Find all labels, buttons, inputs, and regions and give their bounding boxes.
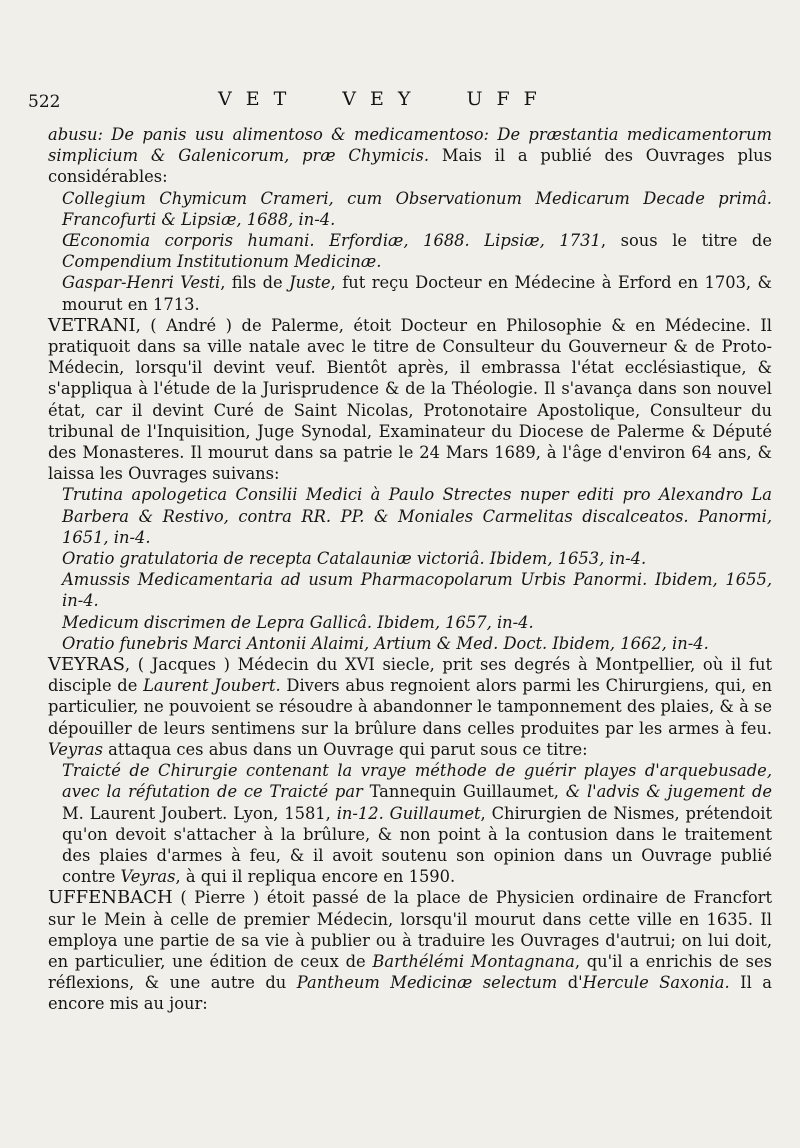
gaspar-text-1: , fils de — [220, 273, 290, 293]
veyras-entry — [48, 654, 772, 760]
veyras-d: Veyras — [48, 739, 103, 759]
gaspar-henri-entry — [48, 272, 772, 314]
veyras-work — [48, 760, 772, 887]
veyras-a: , ( Jacques ) Médecin du XVI siecle, prit ses degrés à Montpellier, où il fut disciple de — [48, 655, 772, 696]
veyras-t4: M. Laurent Joubert. Lyon, 1581, — [62, 803, 337, 823]
vetrani-work-1: Trutina apologetica Consilii Medici à Paulo Strectes nuper editi pro Alexandro La Barbera & Restivo, contra RR. PP. & Moniales Carmelitas discalceatos. Panormi, 1651, in-4. — [62, 485, 772, 547]
vesti-intro: Mais il a publié des Ouvrages plus considérables: — [48, 146, 772, 187]
juste-name: Juste — [289, 273, 331, 293]
vetrani-work-3: Amussis Medicamentaria ad usum Pharmacopolarum Urbis Panormi. Ibidem, 1655, in-4. — [62, 570, 772, 611]
veyras-t2: Tannequin Guillaumet, — [362, 782, 566, 802]
uffenbach-a: ( Pierre ) étoit passé de la place de Physicien ordinaire de Francfort sur le Mein à celle de premier Médecin, lorsqu'il mourut dans cette ville en 1635. Il employa une partie de sa vie à publier ou à traduire les Ouvrages d'autrui; on lui doit, en particulier, une édition de ceux de — [48, 888, 772, 971]
veyras-c: Divers abus regnoient alors parmi les Chirurgiens, qui, en particulier, ne pouvoient se résoudre à abandonner le tamponnement des plaies, & à se dépouiller de leurs sentimens sur la brûlure dans celles produites par les armes à feu. — [48, 676, 772, 738]
uffenbach-d: Pantheum Medicinæ selectum — [296, 973, 558, 993]
running-head: VET VEY UFF — [218, 88, 551, 110]
vetrani-work-4: Medicum discrimen de Lepra Gallicâ. Ibidem, 1657, in-4. — [62, 612, 534, 632]
uffenbach-name: UFFENBACH — [48, 887, 173, 909]
vetrani-text: , ( André ) de Palerme, étoit Docteur en Philosophie & en Médecine. Il pratiquoit dans sa ville natale avec le titre de Consulteur du Gouverneur & de Proto-Médecin, lorsqu'il devint veuf. Bientôt après, il embrassa l'état ecclésiastique, & s'appliqua à l'étude de la Jurisprudence & de la Théologie. Il s'avança dans son nouvel état, car il devint Curé de Saint Nicolas, Protonotaire Apostolique, Consulteur du tribunal de l'Inquisition, Juge Synodal, Examinateur du Diocese de Palerme & Député des Monasteres. Il mourut dans sa patrie le 24 Mars 1689, à l'âge d'environ 64 ans, & laissa les Ouvrages suivans: — [48, 315, 772, 484]
veyras-t7: Veyras — [120, 867, 176, 887]
uffenbach-f: Hercule Saxonia. — [582, 973, 730, 993]
vetrani-work-2: Oratio gratulatoria de recepta Catalauniæ victoriâ. Ibidem, 1653, in-4. — [62, 549, 647, 569]
vesti-continuation — [48, 124, 772, 188]
vesti-work-1: Collegium Chymicum Crameri, cum Observationum Medicarum Decade primâ. Francofurti & Lipsiæ, 1688, in-4. — [62, 188, 772, 229]
uffenbach-c: , qu'il a enrichis de ses réflexions, & une autre du — [48, 951, 773, 993]
page-content — [48, 124, 772, 1015]
uffenbach-e: d' — [557, 973, 583, 993]
vesti-titles: abusu: De panis usu alimentoso & medicamentoso: De præstantia medicamentorum simplicium & Galenicorum, præ Chymicis. — [48, 125, 772, 166]
veyras-e: attaqua ces abus dans un Ouvrage qui parut sous ce titre: — [102, 739, 588, 759]
veyras-t8: , à qui il repliqua encore en 1590. — [175, 867, 456, 887]
uffenbach-g: Il a encore mis au jour: — [48, 973, 772, 1014]
vesti-work-2-b: , sous le titre de — [600, 231, 772, 251]
gaspar-name: Gaspar-Henri Vesti — [62, 273, 221, 293]
veyras-name: VEYRAS — [48, 654, 125, 676]
page-header — [28, 88, 760, 116]
page-number: 522 — [28, 92, 61, 112]
gaspar-text-2: , fut reçu Docteur en Médecine à Erford en 1703, & mourut en 1713. — [62, 273, 772, 314]
vesti-work-2-a: Œconomia corporis humani. Erfordiæ, 1688. Lipsiæ, 1731 — [62, 231, 601, 251]
veyras-t6: , Chirurgien de Nismes, prétendoit qu'on devoit s'attacher à la brûlure, & non point à la contusion dans le traitement des plaies d'armes à feu, & il avoit soutenu son opinion dans un Ouvrage publié contre — [62, 803, 772, 887]
vesti-work-2-c: Compendium Institutionum Medicinæ. — [62, 252, 382, 272]
vetrani-name: VETRANI — [48, 314, 136, 336]
uffenbach-b: Barthélémi Montagnana — [372, 951, 575, 971]
veyras-b: Laurent Joubert. — [143, 676, 281, 696]
veyras-t1: Traicté de Chirurgie contenant la vraye méthode de guérir playes d'arquebusade, avec la réfutation de ce Traicté par — [62, 761, 772, 802]
vesti-work-2 — [48, 230, 772, 272]
uffenbach-entry — [48, 887, 772, 1014]
veyras-t5: in-12. Guillaumet — [336, 803, 481, 823]
vetrani-entry — [48, 315, 772, 485]
vetrani-work-5: Oratio funebris Marci Antonii Alaimi, Artium & Med. Doct. Ibidem, 1662, in-4. — [62, 633, 709, 653]
veyras-t3: & l'advis & jugement de — [565, 782, 772, 802]
